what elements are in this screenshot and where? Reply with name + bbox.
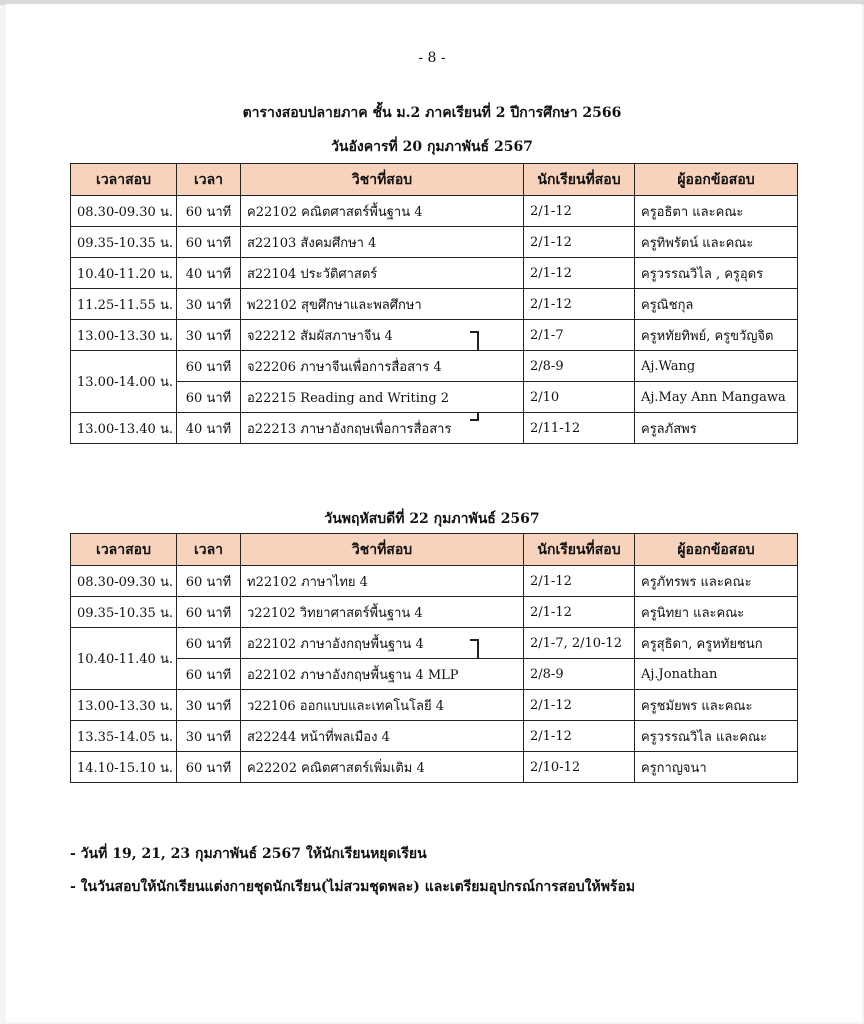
header-duration: เวลา <box>177 534 241 566</box>
duration: 30 นาที <box>177 721 241 752</box>
table-row <box>71 597 798 628</box>
subject: ส22103 สังคมศึกษา 4 <box>241 227 524 258</box>
exam-time: 10.40-11.20 น. <box>71 258 177 289</box>
examiner: ครูอธิตา และคณะ <box>635 196 798 227</box>
subject: ท22102 ภาษาไทย 4 <box>241 566 524 597</box>
exam-time: 13.35-14.05 น. <box>71 721 177 752</box>
students: 2/1-12 <box>524 289 635 320</box>
exam-time: 09.35-10.35 น. <box>71 597 177 628</box>
subject: พ22102 สุขศึกษาและพลศึกษา <box>241 289 524 320</box>
students: 2/11-12 <box>524 413 635 444</box>
students: 2/1-12 <box>524 597 635 628</box>
subject: ส22104 ประวัติศาสตร์ <box>241 258 524 289</box>
table-row <box>71 351 798 382</box>
subject <box>241 628 524 659</box>
exam-time: 13.00-13.30 น. <box>71 690 177 721</box>
header-examiner: ผู้ออกข้อสอบ <box>635 534 798 566</box>
examiner: ครูลภัสพร <box>635 413 798 444</box>
duration: 30 นาที <box>177 690 241 721</box>
examiner: ครูสุธิดา, ครูหทัยชนก <box>635 628 798 659</box>
subject: ค22202 คณิตศาสตร์เพิ่มเติม 4 <box>241 752 524 783</box>
students: 2/1-12 <box>524 721 635 752</box>
subject-text: อ22102 ภาษาอังกฤษพื้นฐาน 4 <box>247 636 424 652</box>
exam-time: 08.30-09.30 น. <box>71 196 177 227</box>
duration: 40 นาที <box>177 413 241 444</box>
header-exam-time: เวลาสอบ <box>71 534 177 566</box>
header-duration: เวลา <box>177 164 241 196</box>
exam-time: 13.00-13.40 น. <box>71 413 177 444</box>
table-row <box>71 227 798 258</box>
day1-heading: วันอังคารที่ 20 กุมภาพันธ์ 2567 <box>331 139 533 155</box>
page-number: - 8 - <box>418 50 446 66</box>
duration: 60 นาที <box>177 752 241 783</box>
subject-text: จ22212 สัมผัสภาษาจีน 4 <box>247 328 393 344</box>
subject: อ22215 Reading and Writing 2 <box>241 382 524 413</box>
header-examiner: ผู้ออกข้อสอบ <box>635 164 798 196</box>
examiner: ครูทิพรัตน์ และคณะ <box>635 227 798 258</box>
subject: ส22244 หน้าที่พลเมือง 4 <box>241 721 524 752</box>
group-bracket <box>470 639 479 659</box>
group-bracket <box>470 331 479 351</box>
header-subject: วิชาที่สอบ <box>241 534 524 566</box>
duration: 60 นาที <box>177 628 241 659</box>
duration: 30 นาที <box>177 320 241 351</box>
note-uniform: - ในวันสอบให้นักเรียนแต่งกายชุดนักเรียน(ไม่สวมชุดพละ) และเตรียมอุปกรณ์การสอบให้พร้อม <box>70 879 636 895</box>
students: 2/1-7 <box>524 320 635 351</box>
table-header-row <box>71 534 798 566</box>
duration: 60 นาที <box>177 659 241 690</box>
table-row <box>71 566 798 597</box>
subject: ว22102 วิทยาศาสตร์พื้นฐาน 4 <box>241 597 524 628</box>
table-row <box>71 258 798 289</box>
students: 2/1-7, 2/10-12 <box>524 628 635 659</box>
students: 2/1-12 <box>524 258 635 289</box>
header-students: นักเรียนที่สอบ <box>524 164 635 196</box>
duration: 30 นาที <box>177 289 241 320</box>
examiner: ครูวรรณวิไล และคณะ <box>635 721 798 752</box>
table-row <box>71 752 798 783</box>
subject-text: อ22213 ภาษาอังกฤษเพื่อการสื่อสาร <box>247 421 452 437</box>
examiner: ครูณิชกุล <box>635 289 798 320</box>
day1-schedule-table <box>70 163 798 444</box>
students: 2/8-9 <box>524 351 635 382</box>
examiner: ครูภัทรพร และคณะ <box>635 566 798 597</box>
subject: ว22106 ออกแบบและเทคโนโลยี 4 <box>241 690 524 721</box>
duration: 40 นาที <box>177 258 241 289</box>
exam-time: 11.25-11.55 น. <box>71 289 177 320</box>
exam-time: 13.00-13.30 น. <box>71 320 177 351</box>
examiner: Aj.May Ann Mangawa <box>635 382 798 413</box>
duration: 60 นาที <box>177 351 241 382</box>
exam-time: 10.40-11.40 น. <box>71 628 177 690</box>
subject: จ22206 ภาษาจีนเพื่อการสื่อสาร 4 <box>241 351 524 382</box>
duration: 60 นาที <box>177 196 241 227</box>
duration: 60 นาที <box>177 566 241 597</box>
examiner: ครูนิทยา และคณะ <box>635 597 798 628</box>
table-row <box>71 690 798 721</box>
subject <box>241 413 524 444</box>
students: 2/10-12 <box>524 752 635 783</box>
examiner: Aj.Jonathan <box>635 659 798 690</box>
examiner: ครูวรรณวิไล , ครูอุดร <box>635 258 798 289</box>
exam-time: 14.10-15.10 น. <box>71 752 177 783</box>
day2-heading: วันพฤหัสบดีที่ 22 กุมภาพันธ์ 2567 <box>324 511 540 527</box>
table-header-row <box>71 164 798 196</box>
exam-time: 08.30-09.30 น. <box>71 566 177 597</box>
group-bracket-end <box>470 413 479 422</box>
examiner: ครูกาญจนา <box>635 752 798 783</box>
table-row <box>71 382 798 413</box>
students: 2/1-12 <box>524 690 635 721</box>
table-row <box>71 196 798 227</box>
header-students: นักเรียนที่สอบ <box>524 534 635 566</box>
subject: ค22102 คณิตศาสตร์พื้นฐาน 4 <box>241 196 524 227</box>
students: 2/8-9 <box>524 659 635 690</box>
day2-schedule-table <box>70 533 798 783</box>
subject: อ22102 ภาษาอังกฤษพื้นฐาน 4 MLP <box>241 659 524 690</box>
exam-time: 09.35-10.35 น. <box>71 227 177 258</box>
duration: 60 นาที <box>177 382 241 413</box>
note-holiday: - วันที่ 19, 21, 23 กุมภาพันธ์ 2567 ให้นักเรียนหยุดเรียน <box>70 846 427 862</box>
students: 2/1-12 <box>524 196 635 227</box>
students: 2/1-12 <box>524 227 635 258</box>
table-row <box>71 628 798 659</box>
examiner: ครูหทัยทิพย์, ครูขวัญจิต <box>635 320 798 351</box>
table-row <box>71 413 798 444</box>
examiner: ครูชมัยพร และคณะ <box>635 690 798 721</box>
examiner: Aj.Wang <box>635 351 798 382</box>
header-subject: วิชาที่สอบ <box>241 164 524 196</box>
students: 2/10 <box>524 382 635 413</box>
table-row <box>71 289 798 320</box>
duration: 60 นาที <box>177 597 241 628</box>
subject <box>241 320 524 351</box>
document-title: ตารางสอบปลายภาค ชั้น ม.2 ภาคเรียนที่ 2 ปีการศึกษา 2566 <box>242 105 622 121</box>
header-exam-time: เวลาสอบ <box>71 164 177 196</box>
table-row <box>71 659 798 690</box>
exam-time: 13.00-14.00 น. <box>71 351 177 413</box>
table-row <box>71 721 798 752</box>
duration: 60 นาที <box>177 227 241 258</box>
table-row <box>71 320 798 351</box>
students: 2/1-12 <box>524 566 635 597</box>
